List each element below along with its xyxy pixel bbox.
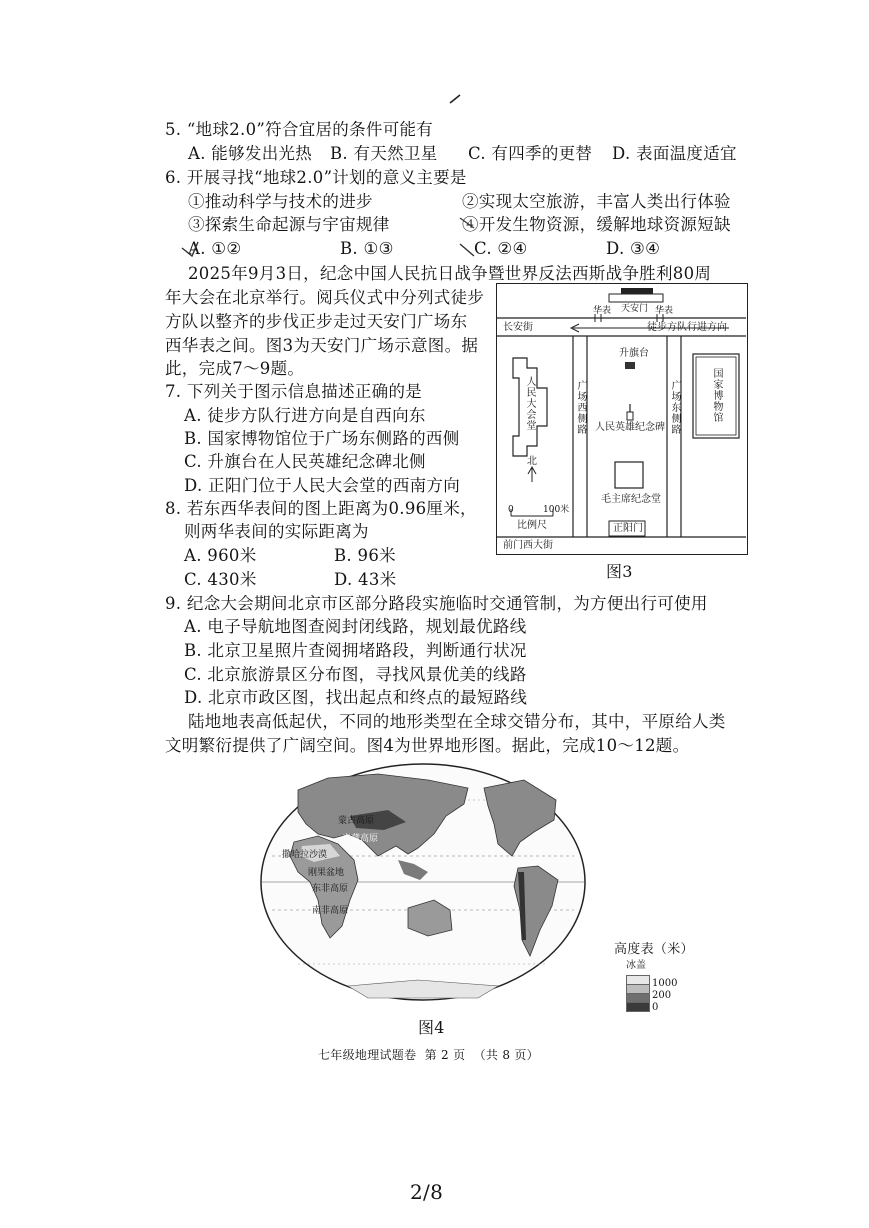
q6-option-b: B. ①③ (340, 239, 394, 258)
passage1-line2: 年大会在北京举行。阅兵仪式中分列式徒步 (165, 288, 485, 307)
q5-stem: 5. “地球2.0”符合宜居的条件可能有 (165, 120, 434, 139)
q8-stem-line2: 则两华表间的实际距离为 (184, 522, 369, 541)
legend-200-label: 200 (652, 990, 672, 1001)
mongolian-plateau-label: 蒙古高原 (338, 816, 375, 826)
q6-item-2: ②实现太空旅游，丰富人类出行体验 (462, 192, 731, 211)
passage1-line4: 西华表之间。图3为天安门广场示意图。据 (165, 336, 479, 355)
q5-option-d: D. 表面温度适宜 (612, 144, 737, 163)
south-africa-plateau-label: 南非高原 (312, 906, 349, 916)
q7-option-d: D. 正阳门位于人民大会堂的西南方向 (184, 476, 461, 495)
q9-option-d: D. 北京市政区图，找出起点和终点的最短路线 (184, 688, 528, 707)
q6-item-1: ①推动科学与技术的进步 (188, 192, 373, 211)
tiananmen-label: 天安门 (621, 304, 649, 314)
q8-option-a: A. 960米 (184, 546, 257, 565)
north-arrow-label: 北 (527, 456, 537, 467)
passage1-line3: 方队以整齐的步伐正步走过天安门广场东 (165, 312, 468, 331)
q7-stem: 7. 下列关于图示信息描述正确的是 (165, 382, 423, 401)
q6-option-a: A. ①② (188, 239, 242, 258)
great-hall-label: 人民大会堂 (524, 376, 535, 431)
legend-1000-label: 1000 (652, 978, 678, 989)
world-map-graphic (258, 760, 588, 1010)
huabiao-east-label: 华表 (655, 306, 674, 316)
huabiao-west-label: 华表 (593, 306, 612, 316)
q8-option-d: D. 43米 (334, 570, 397, 589)
q6-item-3: ③探索生命起源与宇宙规律 (188, 215, 390, 234)
legend-ice-label: 冰盖 (626, 960, 646, 971)
zhengyangmen-label: 正阳门 (613, 523, 643, 534)
q9-stem: 9. 纪念大会期间北京市区部分路段实施临时交通管制，为方便出行可使用 (165, 594, 708, 613)
monument-label: 人民英雄纪念碑 (595, 422, 665, 433)
passage2-line1: 陆地地表高低起伏，不同的地形类型在全球交错分布，其中，平原给人类 (188, 712, 726, 731)
square-west-road-label: 广场西侧路 (575, 380, 586, 435)
page-number: 2/8 (410, 1180, 444, 1204)
q6-option-c: C. ②④ (474, 239, 528, 258)
changan-street-label: 长安街 (503, 322, 533, 333)
q9-option-c: C. 北京旅游景区分布图，寻找风景优美的线路 (184, 665, 527, 684)
square-east-road-label: 广场东侧路 (669, 380, 680, 435)
pen-mark (448, 93, 462, 105)
passage2-line2: 文明繁衍提供了广阔空间。图4为世界地形图。据此，完成10～12题。 (165, 736, 690, 755)
q5-option-b: B. 有天然卫星 (330, 144, 438, 163)
q8-option-b: B. 96米 (334, 546, 396, 565)
q8-stem: 8. 若东西华表间的图上距离为0.96厘米， (165, 499, 477, 518)
world-topographic-map (258, 760, 588, 1010)
q5-option-a: A. 能够发出光热 (188, 144, 313, 163)
q6-option-d: D. ③④ (606, 239, 661, 258)
sahara-label: 撒哈拉沙漠 (282, 850, 328, 860)
q6-stem: 6. 开展寻找“地球2.0”计划的意义主要是 (165, 168, 467, 187)
passage1-line1: 2025年9月3日，纪念中国人民抗日战争暨世界反法西斯战争胜利80周 (188, 264, 712, 283)
legend-low-swatch (626, 1002, 650, 1012)
tiananmen-square-map (496, 283, 748, 555)
legend-title: 高度表（米） (614, 942, 694, 957)
passage1-line5: 此，完成7～9题。 (165, 359, 305, 378)
qianmen-street-label: 前门西大街 (503, 540, 553, 551)
national-museum-label: 国家博物馆 (711, 368, 722, 423)
q6-item-4: ④开发生物资源，缓解地球资源短缺 (462, 215, 731, 234)
q8-option-c: C. 430米 (184, 570, 257, 589)
congo-basin-label: 刚果盆地 (308, 868, 345, 878)
figure3-caption: 图3 (606, 562, 633, 581)
q7-option-a: A. 徒步方队行进方向是自西向东 (184, 406, 426, 425)
scale-value-label: 100米 (543, 505, 570, 515)
q9-option-a: A. 电子导航地图查阅封闭线路，规划最优路线 (184, 617, 527, 636)
handwritten-marks (178, 212, 498, 262)
q9-option-b: B. 北京卫星照片查阅拥堵路段，判断通行状况 (184, 641, 527, 660)
page-footer: 七年级地理试题卷 第 2 页 （共 8 页） (318, 1048, 539, 1062)
tibetan-plateau-label: 青藏高原 (342, 834, 379, 844)
q5-option-c: C. 有四季的更替 (468, 144, 593, 163)
east-africa-plateau-label: 东非高原 (312, 884, 349, 894)
q7-option-c: C. 升旗台在人民英雄纪念碑北侧 (184, 452, 426, 471)
scale-label: 比例尺 (517, 520, 547, 531)
q7-option-b: B. 国家博物馆位于广场东侧路的西侧 (184, 429, 460, 448)
figure4-caption: 图4 (418, 1018, 445, 1037)
mausoleum-label: 毛主席纪念堂 (601, 494, 661, 505)
march-direction-label: 徒步方队行进方向 (647, 322, 727, 333)
scale-zero-label: 0 (508, 505, 514, 515)
flag-platform-label: 升旗台 (619, 348, 649, 359)
legend-0-label: 0 (652, 1002, 659, 1013)
